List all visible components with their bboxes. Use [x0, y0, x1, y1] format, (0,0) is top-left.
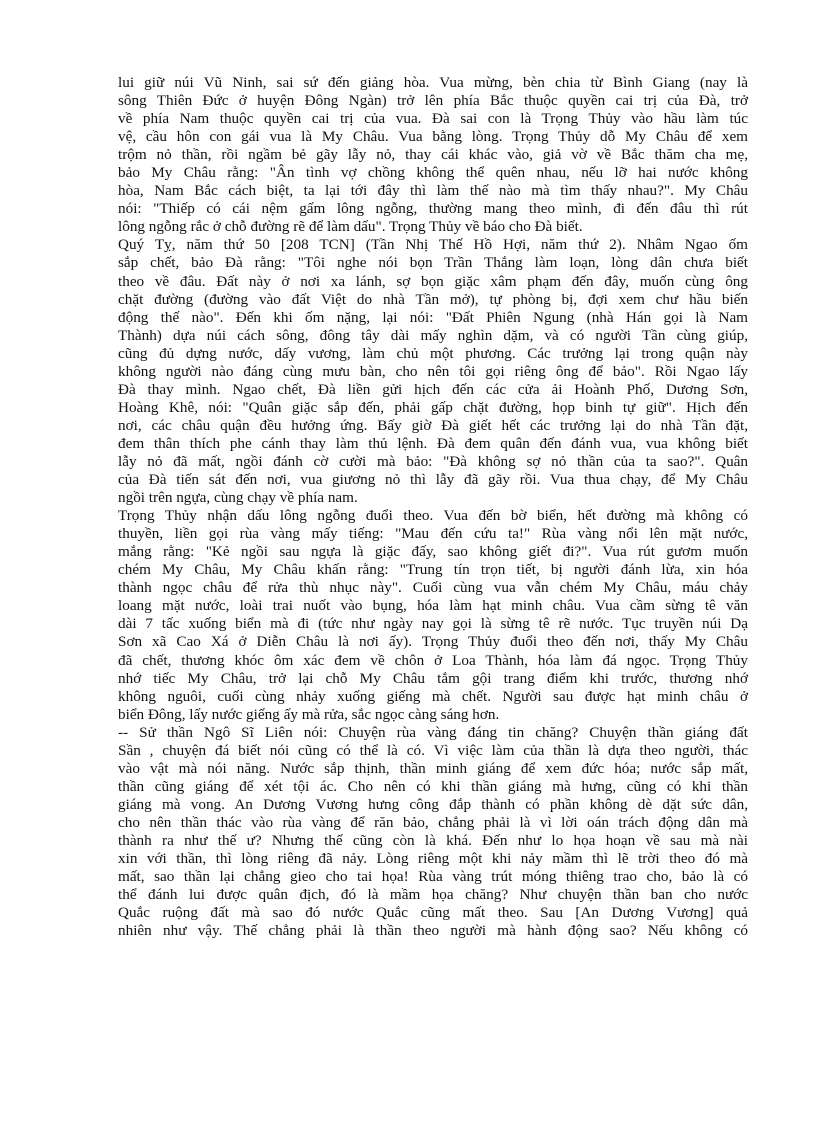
text-line: sông Thiên Đức ở huyện Đông Ngàn) trở lên phía Bắc thuộc quyền cai trị của Đà, trở: [118, 92, 748, 110]
paragraph-1: [118, 74, 748, 236]
text-line: về phía Nam thuộc quyền cai trị của vua. Đà sai con là Trọng Thủy vào hầu làm túc: [118, 110, 748, 128]
text-line: Quắc ruộng đất mà sao đó nước Quắc cũng mất theo. Sau [An Dương Vương] quả: [118, 904, 748, 922]
text-line: nói: "Thiếp có cái nệm gấm lông ngỗng, thường mang theo mình, đi đến đâu thì rút: [118, 200, 748, 218]
text-line: Hoàng Khê, nói: "Quân giặc sắp đến, phải gấp chặt đường, họp binh tự giữ". Hịch đến: [118, 398, 748, 416]
text-line: lông ngỗng rắc ở chỗ đường rẽ để làm dấu". Trọng Thủy về báo cho Đà biết.: [118, 218, 583, 236]
text-line: biển Đông, lấy nước giếng ấy mà rửa, sắc ngọc càng sáng hơn.: [118, 705, 500, 723]
text-line: vệ, cầu hôn con gái vua là My Châu. Vua bằng lòng. Trọng Thủy dỗ My Châu để xem: [118, 128, 748, 146]
text-line: thành ngọc châu để rửa thù nhục này". Cuối cùng vua vẫn chém My Châu, máu chảy: [118, 579, 748, 597]
paragraph-2: [118, 236, 748, 507]
text-line: lẫy nỏ đã mất, ngồi đánh cờ cười mà bảo: "Đà không sợ nỏ thần của ta sao?". Quân: [118, 452, 748, 470]
text-line: sắp chết, bảo Đà rằng: "Tôi nghe nói bọn Trần Thắng làm loạn, lòng dân chưa biết: [118, 254, 748, 272]
text-line: hòa, Nam Bắc cách biệt, ta lại tới đây thì làm thế nào mà tìm thấy nhau?". My Châu: [118, 182, 748, 200]
text-line: Sần , chuyện đá biết nói cũng có thể là có. Vì việc làm của thần là dựa theo người, thác: [118, 741, 748, 759]
text-line: theo về đâu. Đất này ở nơi xa lánh, sợ bọn giặc xâm phạm đến đây, muốn cùng ông: [118, 272, 748, 290]
text-line: cho nên thần thác vào rùa vàng để răn bảo, chẳng phải là vì lời oán trách động dân mà: [118, 813, 748, 831]
text-line: mắng rằng: "Kẻ ngồi sau ngựa là giặc đấy, sao không giết đi?". Vua rút gươm muốn: [118, 543, 748, 561]
text-line: nhớ tiếc My Châu, trở lại chỗ My Châu tắm gội trang điểm khi trước, thương nhớ: [118, 669, 748, 687]
text-line: giáng mà vong. An Dương Vương hưng công đắp thành có phần không dè dặt sức dân,: [118, 795, 748, 813]
text-line: mất, sao thần lại chẳng gieo cho tai họa! Rùa vàng trút móng thiêng trao cho, bảo là có: [118, 868, 748, 886]
text-line: loang mặt nước, loài trai nuốt vào bụng, hóa làm hạt minh châu. Vua cầm sừng tê văn: [118, 597, 748, 615]
text-line: xin với thần, thì lòng riêng đã nảy. Lòng riêng một khi nảy mầm thì lẽ trời theo đó mà: [118, 850, 748, 868]
text-line: chém My Châu, My Châu khấn rằng: "Trung tín trọn tiết, bị người đánh lừa, xin hóa: [118, 561, 748, 579]
text-line: chặt đường (đường vào đất Việt do nhà Tần mở), tự phòng bị, đợi xem chư hầu biến: [118, 290, 748, 308]
text-line: ngồi trên ngựa, cùng chạy về phía nam.: [118, 489, 358, 507]
text-line: Trọng Thủy nhận dấu lông ngỗng đuổi theo. Vua đến bờ biển, hết đường mà không có: [118, 507, 748, 525]
text-line: Đà thay mình. Ngao chết, Đà liền gửi hịch đến các cửa ải Hoành Phố, Dương Sơn,: [118, 380, 748, 398]
text-line: thuyền, liền gọi rùa vàng mấy tiếng: "Mau đến cứu ta!" Rùa vàng nổi lên mặt nước,: [118, 525, 748, 543]
text-line: đem thân thích phe cánh thay làm thủ lệnh. Đà đem quân đến đánh vua, vua không biết: [118, 434, 748, 452]
text-line: không nguôi, cuối cùng nhảy xuống giếng mà chết. Người sau được hạt minh châu ở: [118, 687, 748, 705]
text-line: cũng đủ dựng nước, dấy vương, làm chủ một phương. Các trưởng lại trong quận này: [118, 344, 748, 362]
text-line: thể đánh lui được quân địch, đó là mầm họa chăng? Như chuyện thần ban cho nước: [118, 886, 748, 904]
text-line: Quý Tỵ, năm thứ 50 [208 TCN] (Tần Nhị Thế Hồ Hợi, năm thứ 2). Nhâm Ngao ốm: [118, 236, 748, 254]
text-line: dài 7 tấc xuống biển mà đi (tức như ngày nay gọi là sừng tê rẽ nước. Tục truyền núi Dạ: [118, 615, 748, 633]
paragraph-3: [118, 507, 748, 724]
text-line: của Đà tiến sát đến nơi, vua giương nỏ thì lẫy đã gãy rồi. Vua thua chạy, để My Châu: [118, 471, 748, 489]
text-line: động thế nào". Đến khi ốm nặng, lại nói: "Đất Phiên Ngung (nhà Hán gọi là Nam: [118, 308, 748, 326]
text-line: lui giữ núi Vũ Ninh, sai sứ đến giảng hòa. Vua mừng, bèn chia từ Bình Giang (nay là: [118, 74, 748, 91]
text-line: Thành) dựa núi cách sông, đông tây dài mấy nghìn dặm, và có người Tần cùng giúp,: [118, 326, 748, 344]
paragraph-4: [118, 724, 748, 941]
text-line: nơi, các châu quận đều hưởng ứng. Bấy giờ Đà giết hết các trưởng lại do nhà Tần đặt,: [118, 416, 748, 434]
text-line: -- Sử thần Ngô Sĩ Liên nói: Chuyện rùa vàng đáng tin chăng? Chuyện thần giáng đất: [118, 723, 748, 741]
text-line: trộm nỏ thần, rồi ngầm bẻ gãy lẫy nỏ, thay cái khác vào, giả vờ về Bắc thăm cha mẹ,: [118, 146, 748, 164]
text-line: thần cũng giáng để xét tội ác. Cho nên có khi thần giáng mà hưng, cũng có khi thần: [118, 777, 748, 795]
text-line: không người nào đáng cùng mưu bàn, cho nên tôi gọi riêng ông để bảo". Rồi Ngao lấy: [118, 362, 748, 380]
text-line: đã chết, thương khóc ôm xác đem về chôn ở Loa Thành, hóa làm đá ngọc. Trọng Thủy: [118, 651, 748, 669]
text-line: bảo My Châu rằng: "Ân tình vợ chồng không thể quên nhau, nếu lỡ hai nước không: [118, 164, 748, 182]
document-body: [118, 74, 748, 940]
text-line: vào vật mà nói năng. Nước sắp thịnh, thần minh giáng để xem đức hóa; nước sắp mất,: [118, 759, 748, 777]
text-line: thành ra như thế ư? Nhưng thế cũng còn là khá. Đến như lo họa hoạn về sau mà nài: [118, 831, 748, 849]
text-line: Sơn xã Cao Xá ở Diễn Châu là nơi ấy). Trọng Thủy đuổi theo đến nơi, thấy My Châu: [118, 633, 748, 651]
text-line: nhiên như vậy. Thế chẳng phải là thần theo người mà hành động sao? Nếu không có: [118, 922, 748, 940]
